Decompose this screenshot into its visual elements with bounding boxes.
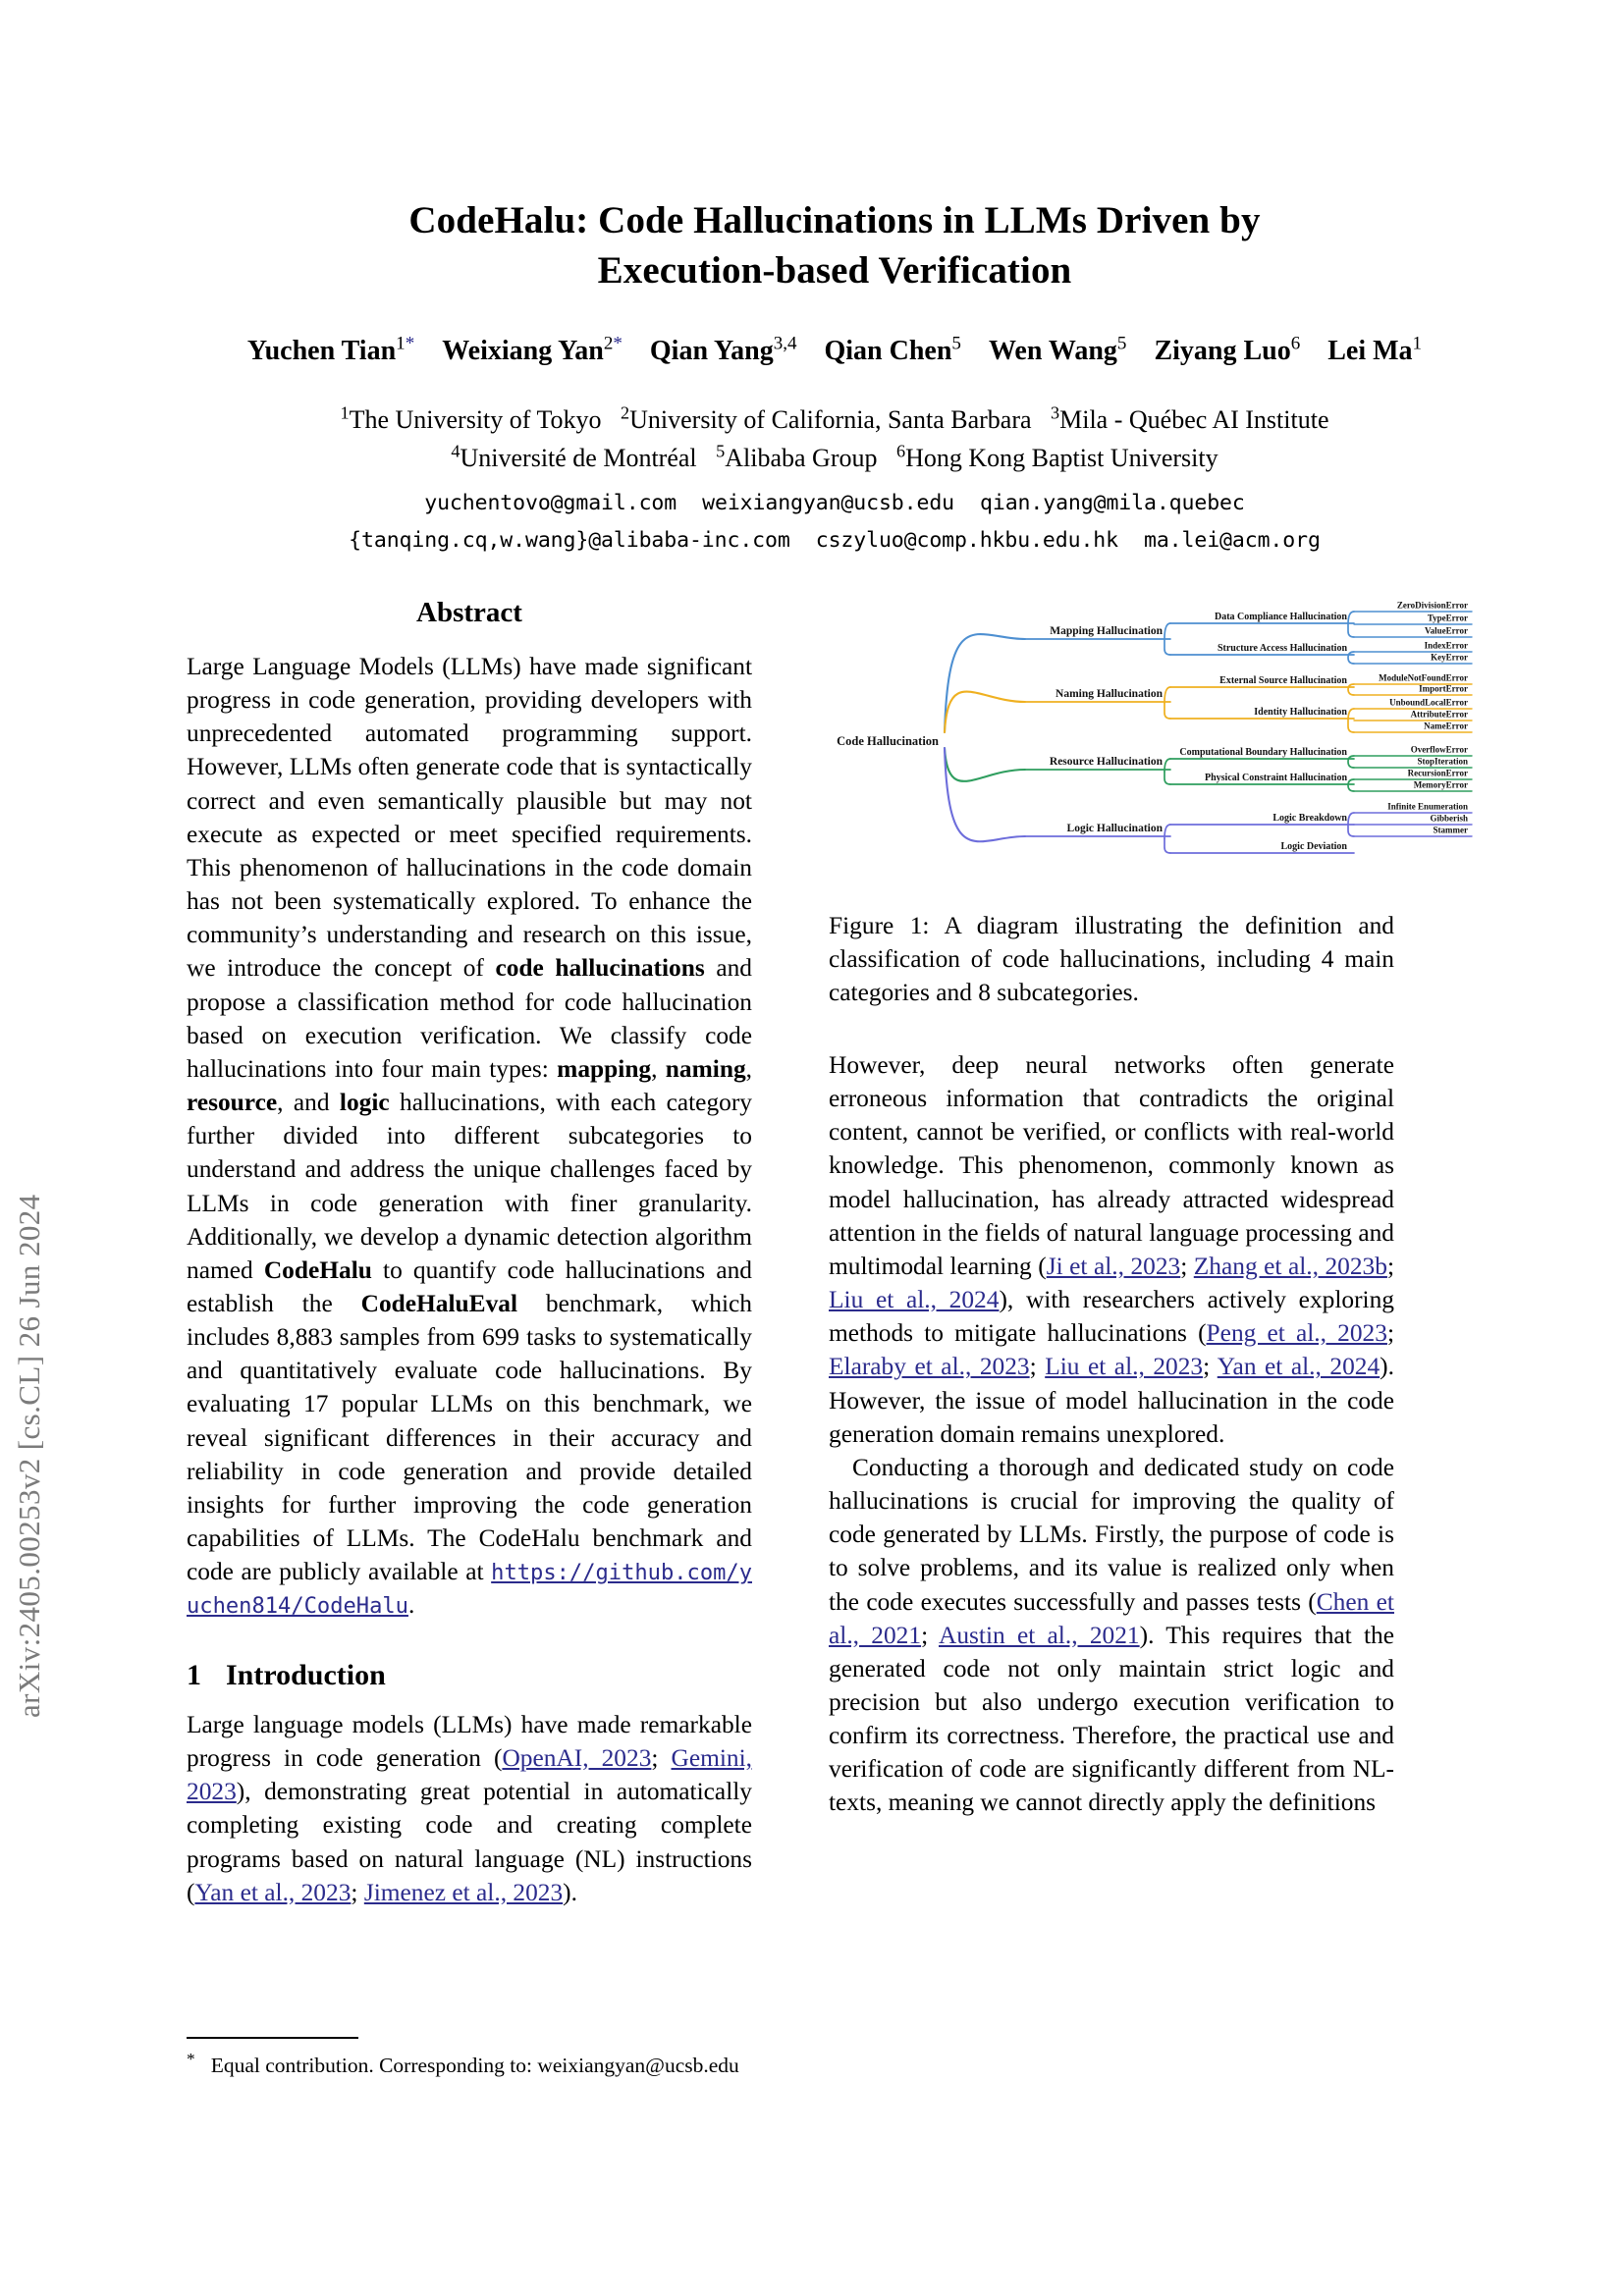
email-1[interactable]: {tanqing.cq,w.wang}@alibaba-inc.com [349,528,790,554]
citation-liu-2023[interactable]: Liu et al., 2023 [1045,1353,1204,1381]
author-5 [988,333,1127,366]
author-3 [649,333,797,366]
mindmap-leaf-label-2-1-2: ImportError [1419,683,1468,694]
affiliation-line-2 [187,439,1483,478]
affiliation-list [187,400,1483,477]
footnote-rule [187,2037,358,2039]
citation-elaraby-2023[interactable]: Elaraby et al., 2023 [829,1353,1030,1381]
abstract-heading: Abstract [416,597,522,628]
paper-title-line-1: CodeHalu: Code Hallucinations in LLMs Driven by [408,199,1261,241]
mindmap-subcategory-label-4-1: Logic Breakdown [1272,813,1347,824]
citation-zhang-2023b[interactable]: Zhang et al., 2023b [1193,1252,1387,1280]
abstract-keyword-code-hallucinations: code hallucinations [495,954,705,983]
citation-liu-2024[interactable]: Liu et al., 2024 [829,1286,1000,1314]
rc-text-1: However, deep neural networks often generate erroneous information that contradicts the original content, cannot be verified, or conflicts with real-world knowledge. This phenomenon, commonly known as model hallucination, has already attracted widespread attention in the fields of natural language processing and multimodal learning ( [829,1051,1394,1280]
abstract-text-1: Large Language Models (LLMs) have made significant progress in code generation, providing developers with unprecedented automated programming support. However, LLMs often generate code that is syntactically correct and even semantically plausible but may not execute as expected or meet specified requirements. This phenomenon of hallucinations in the code domain has not been systematically explored. To enhance the community’s understanding and research on this issue, we introduce the concept of [187,653,752,983]
author-list [187,331,1483,370]
intro-text-3: ). [563,1878,577,1906]
equal-contribution-marker: * [613,333,623,354]
mindmap-leaf-label-4-1-3: Stammer [1433,825,1468,835]
email-2[interactable]: weixiangyan@ucsb.edu [702,491,955,516]
abstract-text-3: hallucinations, with each category further divided into different subcategories to understand and address the unique challenges faced by LLMs in code generation with finer granularity. Additionally, we develop a dynamic detection algorithm named [187,1089,752,1284]
page-title [187,196,1483,295]
mindmap-edge-root-to-2 [945,692,1025,732]
affiliation-number: 4 [451,441,460,461]
mindmap-root-label: Code Hallucination [837,734,939,748]
mindmap-edge-root-to-3 [945,748,1025,781]
author-name: Yuchen Tian [246,335,397,366]
citation-openai-2023[interactable]: OpenAI, 2023 [502,1744,652,1773]
section-heading-introduction [187,1656,752,1695]
mindmap-edge-root-to-4 [945,748,1025,841]
mindmap-edge-root-to-1 [945,634,1025,732]
code-hallucination-mindmap [829,593,1477,887]
mindmap-subcategory-label-3-1: Computational Boundary Hallucination [1179,747,1347,758]
abstract-keyword-resource: resource [187,1089,278,1117]
figure-1 [829,593,1477,1009]
mindmap-leaf-label-2-2-2: AttributeError [1410,709,1468,720]
author-6 [1154,333,1301,366]
mindmap-subcategory-label-2-1: External Source Hallucination [1219,675,1347,686]
section-title: Introduction [226,1658,386,1691]
author-affiliation-marker: 2 [603,333,614,354]
footnote-marker: * [187,2049,195,2068]
equal-contribution-marker: * [405,333,415,354]
email-1[interactable]: yuchentovo@gmail.com [424,491,677,516]
codehalu-repo-link[interactable]: https://github.com/yuchen814/CodeHalu [187,1560,752,1620]
mindmap-leaf-trunk-1-2 [1348,652,1354,664]
email-list [187,485,1483,561]
email-2[interactable]: cszyluo@comp.hkbu.edu.hk [815,528,1118,554]
mindmap-leaf-label-3-1-2: StopIteration [1417,756,1468,767]
arxiv-stamp: arXiv:2405.00253v2 [cs.CL] 26 Jun 2024 [12,1194,46,1718]
paper-title-line-2: Execution-based Verification [597,248,1072,292]
affiliation-name: Hong Kong Baptist University [905,444,1218,473]
abstract-text-2: and propose a classification method for code hallucination based on execution verification. We classify code hallucinations into four main types: [187,954,752,1083]
email-3[interactable]: qian.yang@mila.quebec [980,491,1245,516]
mindmap-sub-trunk-top-1 [1164,623,1170,639]
citation-jimenez-2023[interactable]: Jimenez et al., 2023 [363,1878,564,1906]
affiliation-name: The University of Tokyo [349,404,602,434]
abstract-text-5: benchmark, which includes 8,883 samples from 699 tasks to systematically and quantitatively evaluate code hallucinations. By evaluating 17 popular LLMs on this benchmark, we reveal significant differences in their accuracy and reliability in code generation and provide detailed insights for further improving the code generation capabilities of LLMs. The CodeHalu benchmark and code are publicly available at [187,1289,752,1586]
author-7 [1327,333,1423,366]
right-paragraph-1 [829,1048,1394,1451]
mindmap-subcategory-label-3-2: Physical Constraint Hallucination [1204,773,1347,783]
affiliation-3 [896,441,1218,473]
intro-sep-2: ; [351,1878,364,1906]
intro-sep-1: ; [651,1744,672,1773]
abstract-keyword-naming: naming [665,1054,746,1083]
mindmap-leaf-trunk-3-2 [1348,779,1354,791]
author-name: Lei Ma [1327,335,1413,366]
mindmap-leaf-trunk-1-1 [1348,612,1354,637]
rc-sep-6: ; [921,1621,939,1649]
author-affiliation-marker: 1 [1412,333,1423,354]
rc-sep-3: ; [1386,1319,1395,1348]
affiliation-number: 6 [896,441,906,461]
mindmap-leaf-label-1-1-1: ZeroDivisionError [1396,600,1468,611]
mindmap-sub-trunk-bottom-4 [1164,839,1170,854]
affiliation-number: 2 [621,401,630,422]
rc-text-5: ). This requires that the generated code not only maintain strict logic and precision but also undergo execution verification to confirm its correctness. Therefore, the practical use and verification of code are significantly different from NL-texts, meaning we cannot directly apply the definitions [829,1621,1394,1817]
email-3[interactable]: ma.lei@acm.org [1143,528,1321,554]
footnote [187,2037,752,2080]
affiliation-line-1 [187,400,1483,439]
abstract-body [187,650,752,1623]
mindmap-branch-label-1: Mapping Hallucination [1050,625,1163,637]
right-paragraph-2 [829,1451,1394,1820]
abstract-sep-2: , [745,1054,752,1083]
citation-peng-2023[interactable]: Peng et al., 2023 [1206,1319,1387,1348]
mindmap-leaf-label-3-2-1: RecursionError [1407,768,1468,778]
mindmap-subcategory-label-4-2: Logic Deviation [1280,841,1347,852]
mindmap-subcategory-label-1-2: Structure Access Hallucination [1217,643,1347,654]
abstract-text-6: . [407,1591,415,1620]
mindmap-branch-label-4: Logic Hallucination [1066,823,1163,834]
author-affiliation-marker: 1 [396,333,406,354]
mindmap-leaf-label-2-2-3: NameError [1424,721,1468,731]
affiliation-name: University of California, Santa Barbara [629,404,1032,434]
citation-chen-2021[interactable]: Chen et al., 2021 [829,1587,1394,1649]
mindmap-leaf-trunk-3-1 [1348,756,1354,768]
affiliation-number: 1 [340,401,350,422]
mindmap-leaf-label-1-2-1: IndexError [1424,640,1468,651]
mindmap-leaf-label-3-2-2: MemoryError [1413,779,1468,790]
mindmap-leaf-trunk-2-2 [1348,709,1354,732]
email-line-1 [187,485,1483,522]
left-column [187,594,752,1909]
mindmap-leaf-label-4-1-1: Infinite Enumeration [1387,801,1468,812]
abstract-sep-3: , and [277,1089,340,1117]
figure-caption: Figure 1: A diagram illustrating the definition and classification of code hallucinations, including 4 main categories and 8 subcategories. [829,912,1394,1007]
footnote-text: Equal contribution. Corresponding to: weixiangyan@ucsb.edu [210,2053,739,2077]
rc-text-2: ), with researchers actively exploring methods to mitigate hallucinations ( [829,1286,1394,1348]
rc-sep-2: ; [1386,1252,1394,1280]
abstract-keyword-mapping: mapping [557,1054,652,1083]
email-line-2 [187,522,1483,560]
citation-ji-2023[interactable]: Ji et al., 2023 [1046,1252,1181,1280]
rc-sep-4: ; [1029,1353,1046,1381]
introduction-paragraph-1 [187,1708,752,1909]
mindmap-leaf-label-4-1-2: Gibberish [1430,813,1468,824]
intro-text-2: ), demonstrating great potential in automatically completing existing code and creating complete programs based on natural language (NL) instructions ( [187,1778,752,1906]
affiliation-number: 3 [1051,401,1060,422]
affiliation-1 [451,441,697,473]
author-2 [442,333,623,366]
author-name: Ziyang Luo [1154,335,1291,366]
mindmap-leaf-label-3-1-1: OverflowError [1410,744,1468,755]
citation-austin-2021[interactable]: Austin et al., 2021 [938,1621,1140,1649]
mindmap-leaf-label-1-2-2: KeyError [1431,652,1468,663]
affiliation-2 [716,441,878,473]
mindmap-leaf-label-2-1-1: ModuleNotFoundError [1379,672,1468,683]
abstract-keyword-codehalu: CodeHalu [263,1255,372,1284]
author-affiliation-marker: 6 [1290,333,1301,354]
mindmap-leaf-label-1-1-2: TypeError [1427,613,1468,623]
mindmap-leaf-trunk-2-1 [1348,684,1354,695]
author-4 [824,333,961,366]
mindmap-branch-label-2: Naming Hallucination [1056,688,1163,700]
rc-sep-1: ; [1180,1252,1194,1280]
mindmap-subcategory-label-2-2: Identity Hallucination [1254,707,1347,718]
author-affiliation-marker: 5 [1116,333,1127,354]
author-affiliation-marker: 5 [951,333,961,354]
affiliation-name: Université de Montréal [460,444,697,473]
mindmap-sub-trunk-bottom-3 [1164,772,1170,784]
abstract-keyword-codehalueval: CodeHaluEval [360,1289,518,1317]
mindmap-leaf-label-1-1-3: ValueError [1425,625,1468,636]
author-name: Qian Yang [649,335,774,366]
abstract-sep-1: , [651,1054,666,1083]
footnote-body [187,2049,752,2080]
mindmap-sub-trunk-bottom-1 [1164,639,1170,655]
affiliation-1 [340,401,602,434]
rc-text-3: ). However, the issue of model hallucination in the code generation domain remains unexplored. [829,1353,1394,1448]
author-1 [246,333,415,366]
abstract-text-4: to quantify code hallucinations and establish the [187,1255,752,1317]
affiliation-number: 5 [716,441,726,461]
author-name: Qian Chen [824,335,952,366]
author-name: Weixiang Yan [442,335,604,366]
affiliation-name: Alibaba Group [725,444,878,473]
citation-gemini-2023[interactable]: Gemini, 2023 [187,1744,752,1806]
mindmap-branch-label-3: Resource Hallucination [1049,756,1163,768]
author-name: Wen Wang [988,335,1117,366]
affiliation-2 [621,401,1032,434]
intro-text-1: Large language models (LLMs) have made remarkable progress in code generation ( [187,1710,752,1773]
title-block [187,196,1483,561]
citation-yan-2024[interactable]: Yan et al., 2024 [1217,1353,1380,1381]
rc-text-4: Conducting a thorough and dedicated study on code hallucinations is crucial for improving the quality of code generated by LLMs. Firstly, the purpose of code is to solve problems, and its value is realized only when the code executes successfully and passes tests ( [829,1453,1394,1616]
mindmap-subcategory-label-1-1: Data Compliance Hallucination [1214,612,1347,622]
citation-yan-2023[interactable]: Yan et al., 2023 [194,1878,352,1906]
mindmap-sub-trunk-top-2 [1164,687,1170,703]
affiliation-3 [1051,401,1329,434]
affiliation-name: Mila - Québec AI Institute [1059,404,1329,434]
abstract-keyword-logic: logic [339,1089,390,1117]
rc-sep-5: ; [1203,1353,1218,1381]
right-column [829,1048,1394,1820]
mindmap-sub-trunk-bottom-2 [1164,703,1170,719]
author-affiliation-marker: 3,4 [773,333,797,354]
mindmap-leaf-label-2-2-1: UnboundLocalError [1389,697,1468,708]
section-number: 1 [187,1658,201,1691]
